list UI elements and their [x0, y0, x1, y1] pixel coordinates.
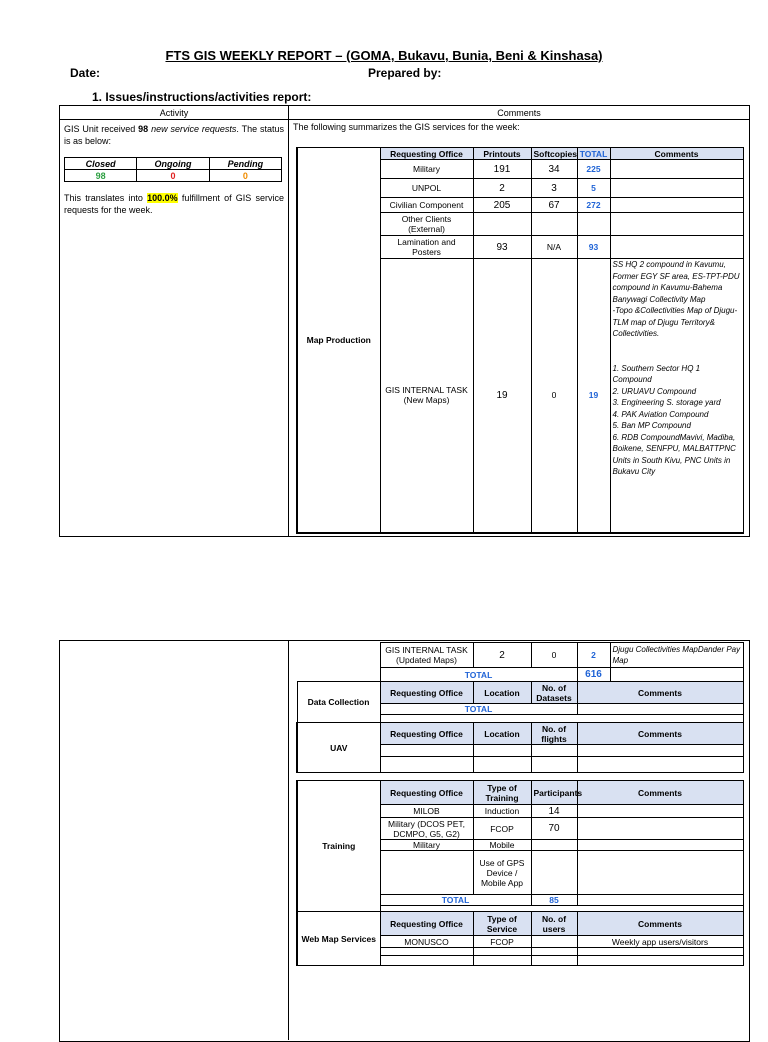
comments-header: Comments [289, 106, 750, 120]
mp-header-printouts: Printouts [473, 148, 531, 160]
status-header-ongoing: Ongoing [137, 158, 209, 170]
mp-header-softcopies: Softcopies [531, 148, 577, 160]
table-row: Other Clients (External) [297, 213, 743, 236]
training-total-row: TOTAL 85 [297, 895, 743, 906]
fulfillment-text: This translates into 100.0% fulfillment of GIS service requests for the week. [64, 193, 284, 215]
mp-header-office: Requesting Office [380, 148, 473, 160]
map-production-table [296, 147, 744, 534]
internal-new-comments: SS HQ 2 compound in Kavumu, Former EGY SF area, ES-TPT-PDU compound in Kavumu-Bahema Banywagi Collectivity Map -Topo &Collectivities Map of Djugu- TLM map of Djugu Territory& Collectivities. 1. Southern Sector HQ 1 Compound 2. URUAVU Compound 3. Engineering S. storage yard 4. PAK Aviation Compound 5. Ban MP Compound 6. RDB CompoundMavivi, Madiba, Boikene, SENFPU, MALBATTPNC Units in South Kivu, PNC Units in Bukavu City [610, 259, 743, 533]
web-map-services-label: Web Map Services [297, 912, 380, 966]
table-row: Civilian Component 205 67 272 [297, 198, 743, 213]
table-row: Military (DCOS PET, DCMPO, G5, G2) FCOP 70 [297, 818, 743, 840]
comments-intro: The following summarizes the GIS services for the week: [293, 122, 520, 132]
table-row: MONUSCO FCOP Weekly app users/visitors [297, 936, 743, 948]
report-title: FTS GIS WEEKLY REPORT – (GOMA, Bukavu, Bunia, Beni & Kinshasa) [165, 48, 603, 63]
mp-header-comments: Comments [610, 148, 743, 160]
status-table [64, 157, 282, 182]
status-pending-value: 0 [209, 170, 281, 182]
services-table: GIS INTERNAL TASK (Updated Maps) 2 0 2 Djugu Collectivities MapDander Pay Map TOTAL 616 Data Collection Requesting Office Location No. of Datasets Comments TOTAL UAV Requesting Office Location No. of flights Comments Training Requesting Office Type of Training Participants Comments MILOB Induction 14 Military (DCOS PET, DCMPO, G5, G2) FCOP 70 Military Mobile Use of GPS Device / Mobile App TOTAL 85 Web Map Services Requesting Office Type of Service No. of users Comments MONUSCO FCOP Weekly app users/visitors [296, 642, 744, 966]
uav-label: UAV [297, 723, 380, 773]
table-row: GIS INTERNAL TASK (New Maps) 19 0 19 SS HQ 2 compound in Kavumu, Former EGY SF area, ES-TPT-PDU compound in Kavumu-Bahema Banywagi Collectivity Map -Topo &Collectivities Map of Djugu- TLM map of Djugu Territory& Collectivities. 1. Southern Sector HQ 1 Compound 2. URUAVU Compound 3. Engineering S. storage yard 4. PAK Aviation Compound 5. Ban MP Compound 6. RDB CompoundMavivi, Madiba, Boikene, SENFPU, MALBATTPNC Units in South Kivu, PNC Units in Bukavu City [297, 259, 743, 533]
table-row: GIS INTERNAL TASK (Updated Maps) 2 0 2 Djugu Collectivities MapDander Pay Map [297, 643, 743, 668]
table-row: Lamination and Posters 93 N/A 93 [297, 236, 743, 259]
table-row: Military 191 34 225 [297, 160, 743, 179]
fulfillment-percent: 100.0% [147, 193, 178, 203]
map-production-label: Map Production [297, 148, 380, 533]
status-ongoing-value: 0 [137, 170, 209, 182]
table-row: MILOB Induction 14 [297, 805, 743, 818]
status-header-closed: Closed [65, 158, 137, 170]
received-text: GIS Unit received 98 new service requests. The status is as below: [64, 124, 284, 146]
status-closed-value: 98 [65, 170, 137, 182]
section-title: 1. Issues/instructions/activities report: [92, 90, 312, 104]
status-header-pending: Pending [209, 158, 281, 170]
date-label: Date: [70, 66, 101, 80]
mp-header-total: TOTAL [577, 148, 610, 160]
map-production-total-row: TOTAL 616 [297, 668, 743, 682]
page2-divider [288, 640, 289, 1040]
activity-header: Activity [60, 106, 289, 120]
prepared-by-label: Prepared by: [368, 66, 442, 80]
table-row: Use of GPS Device / Mobile App [297, 851, 743, 895]
activity-cell [60, 120, 289, 537]
table-row: Military Mobile [297, 840, 743, 851]
table-row: UNPOL 2 3 5 [297, 179, 743, 198]
data-collection-label: Data Collection [297, 682, 380, 723]
training-label: Training [297, 781, 380, 912]
